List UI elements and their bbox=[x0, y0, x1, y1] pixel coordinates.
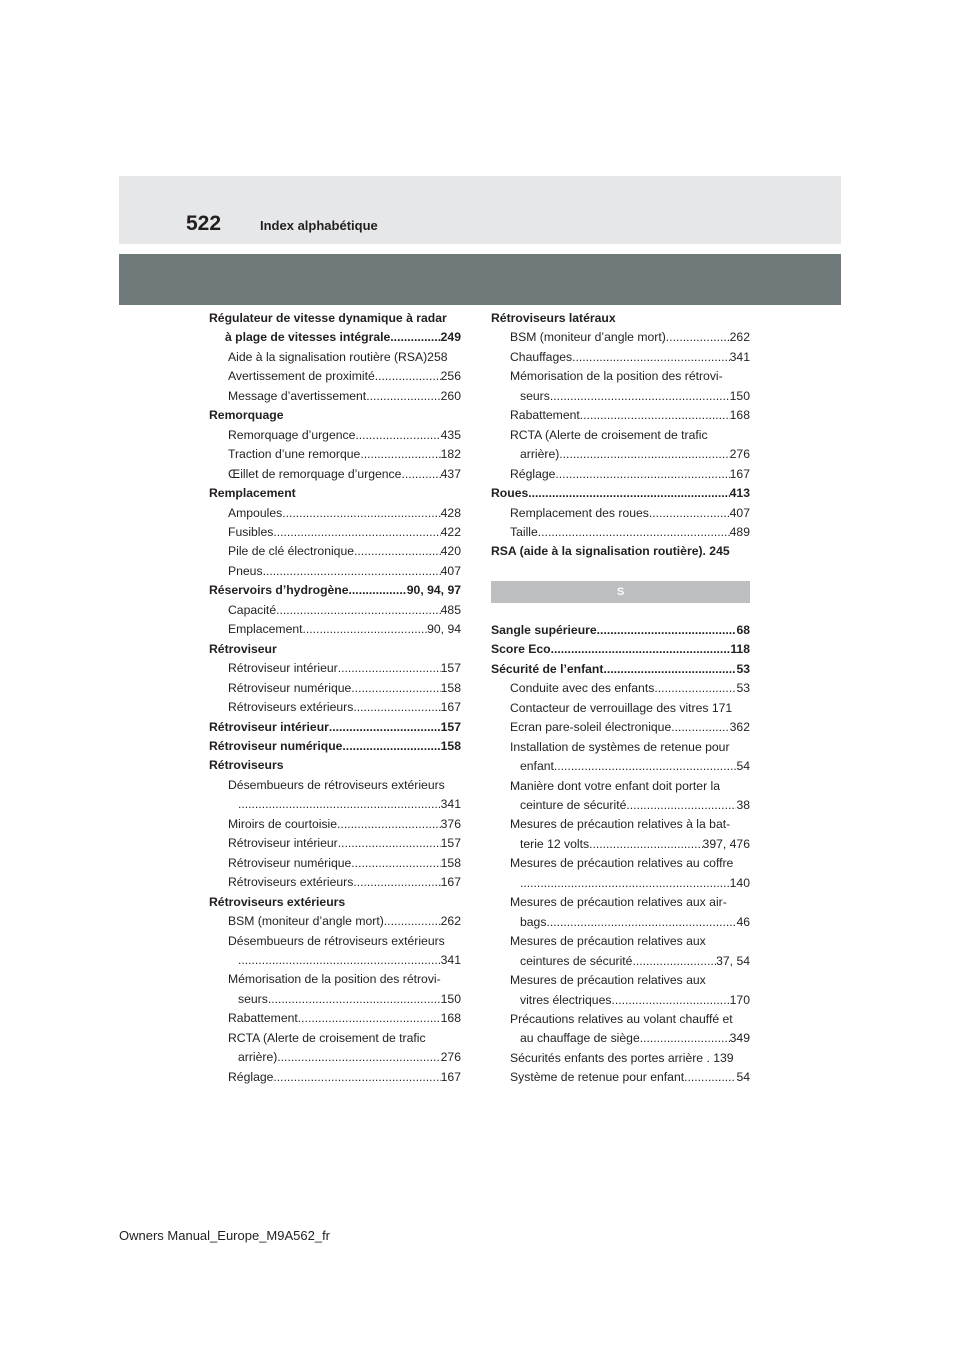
index-entry: BSM (moniteur d’angle mort) ..... 262 bbox=[209, 912, 461, 931]
index-entry: Conduite avec des enfants ..... 53 bbox=[491, 679, 750, 698]
index-entry-text: Manière dont votre enfant doit porter la bbox=[510, 778, 721, 793]
index-entry: ..... 341 bbox=[209, 795, 461, 814]
index-entry: Miroirs de courtoisie ..... 376 bbox=[209, 815, 461, 834]
index-entry: enfant ..... 54 bbox=[491, 757, 750, 776]
header-band bbox=[119, 176, 841, 244]
section-title: Index alphabétique bbox=[260, 218, 378, 233]
index-entry: Aide à la signalisation routière (RSA) 258 bbox=[228, 349, 448, 364]
index-entry: Ecran pare-soleil électronique ..... 362 bbox=[491, 718, 750, 737]
index-entry: BSM (moniteur d’angle mort) ..... 262 bbox=[491, 328, 750, 347]
index-entry: Ampoules ..... 428 bbox=[209, 504, 461, 523]
index-entry-text: Mesures de précaution relatives au coffre bbox=[510, 856, 734, 871]
index-entry: ceinture de sécurité ..... 38 bbox=[491, 796, 750, 815]
index-entry: vitres électriques ..... 170 bbox=[491, 991, 750, 1010]
index-entry-text: Mesures de précaution relatives aux air- bbox=[510, 895, 727, 910]
index-entry: seurs ..... 150 bbox=[209, 990, 461, 1009]
index-entry: seurs ..... 150 bbox=[491, 387, 750, 406]
index-entry: Roues ..... 413 bbox=[491, 484, 750, 503]
index-heading: Rétroviseurs extérieurs bbox=[209, 894, 346, 909]
index-entry: Rétroviseurs extérieurs ..... 167 bbox=[209, 873, 461, 892]
index-heading: Remorquage bbox=[209, 408, 284, 423]
index-entry: Œillet de remorquage d’urgence ..... 437 bbox=[209, 465, 461, 484]
index-heading: Remplacement bbox=[209, 486, 296, 501]
index-entry: Rétroviseur numérique ..... 158 bbox=[209, 854, 461, 873]
index-entry: arrière) ..... 276 bbox=[491, 445, 750, 464]
index-entry: Pneus ..... 407 bbox=[209, 562, 461, 581]
index-column-left bbox=[209, 309, 461, 1087]
index-entry-text: Précautions relatives au volant chauffé et bbox=[510, 1011, 733, 1026]
index-entry-text: Mesures de précaution relatives aux bbox=[510, 973, 706, 988]
index-heading: Rétroviseur bbox=[209, 641, 277, 656]
index-entry: Rabattement ..... 168 bbox=[491, 406, 750, 425]
index-entry: Avertissement de proximité ..... 256 bbox=[209, 367, 461, 386]
index-heading: Rétroviseurs bbox=[209, 758, 284, 773]
index-entry: Rétroviseurs extérieurs ..... 167 bbox=[209, 698, 461, 717]
index-entry: Rétroviseur intérieur ..... 157 bbox=[209, 659, 461, 678]
letter-divider: S bbox=[491, 581, 750, 603]
index-entry: Capacité ..... 485 bbox=[209, 601, 461, 620]
index-entry-text: Contacteur de verrouillage des vitres 171 bbox=[510, 700, 733, 715]
index-entry: Chauffages ..... 341 bbox=[491, 348, 750, 367]
index-entry-text: Désembueurs de rétroviseurs extérieurs bbox=[228, 933, 445, 948]
index-entry: Rétroviseur intérieur ..... 157 bbox=[209, 834, 461, 853]
index-entry-text: Mémorisation de la position des rétrovi- bbox=[510, 369, 723, 384]
index-entry-text: Mémorisation de la position des rétrovi- bbox=[228, 972, 441, 987]
index-entry-text: RCTA (Alerte de croisement de trafic bbox=[228, 1030, 426, 1045]
index-entry: Pile de clé électronique ..... 420 bbox=[209, 542, 461, 561]
index-entry: Fusibles ..... 422 bbox=[209, 523, 461, 542]
page-number: 522 bbox=[186, 212, 222, 235]
index-entry: Sécurité de l’enfant ..... 53 bbox=[491, 660, 750, 679]
index-entry: Remplacement des roues ..... 407 bbox=[491, 504, 750, 523]
index-entry-text: Mesures de précaution relatives à la bat- bbox=[510, 817, 731, 832]
index-entry: Rétroviseur numérique ..... 158 bbox=[209, 679, 461, 698]
index-entry: Rétroviseur numérique ..... 158 bbox=[209, 737, 461, 756]
index-entry: Réservoirs d’hydrogène ..... 90, 94, 97 bbox=[209, 581, 461, 600]
index-entry: Score Eco ..... 118 bbox=[491, 640, 750, 659]
index-entry: bags ..... 46 bbox=[491, 913, 750, 932]
index-entry: Rétroviseur intérieur ..... 157 bbox=[209, 718, 461, 737]
index-heading: Régulateur de vitesse dynamique à radar bbox=[209, 311, 447, 325]
index-entry-text: RCTA (Alerte de croisement de trafic bbox=[510, 427, 708, 442]
index-entry: Traction d’une remorque ..... 182 bbox=[209, 445, 461, 464]
index-entry: Réglage ..... 167 bbox=[491, 465, 750, 484]
index-entry: Rabattement ..... 168 bbox=[209, 1009, 461, 1028]
index-entry-text: Désembueurs de rétroviseurs extérieurs bbox=[228, 777, 445, 792]
index-heading: RSA (aide à la signalisation routière). 245 bbox=[491, 544, 730, 559]
index-entry: Emplacement ..... 90, 94 bbox=[209, 620, 461, 639]
index-entry: Réglage ..... 167 bbox=[209, 1068, 461, 1087]
index-entry: ceintures de sécurité ..... 37, 54 bbox=[491, 952, 750, 971]
index-entry: Message d’avertissement ..... 260 bbox=[209, 387, 461, 406]
index-entry: Sangle supérieure ..... 68 bbox=[491, 621, 750, 640]
index-column-right bbox=[491, 309, 750, 1088]
index-entry: au chauffage de siège ..... 349 bbox=[491, 1029, 750, 1048]
index-entry: Remorquage d’urgence ..... 435 bbox=[209, 426, 461, 445]
index-entry: ..... 140 bbox=[491, 874, 750, 893]
index-entry-text: Installation de systèmes de retenue pour bbox=[510, 739, 730, 754]
index-entry: arrière) ..... 276 bbox=[209, 1048, 461, 1067]
index-entry: Système de retenue pour enfant ..... 54 bbox=[491, 1068, 750, 1087]
index-entry: ..... 341 bbox=[209, 951, 461, 970]
index-entry: à plage de vitesses intégrale ..... 249 bbox=[209, 328, 461, 347]
index-entry-text: Mesures de précaution relatives aux bbox=[510, 934, 706, 949]
index-entry: terie 12 volts ..... 397, 476 bbox=[491, 835, 750, 854]
index-entry: Taille ..... 489 bbox=[491, 523, 750, 542]
index-heading: Rétroviseurs latéraux bbox=[491, 311, 616, 325]
index-entry-text: Sécurités enfants des portes arrière . 139 bbox=[510, 1050, 734, 1065]
section-banner bbox=[119, 254, 841, 305]
footer-manual-id: Owners Manual_Europe_M9A562_fr bbox=[119, 1228, 331, 1243]
